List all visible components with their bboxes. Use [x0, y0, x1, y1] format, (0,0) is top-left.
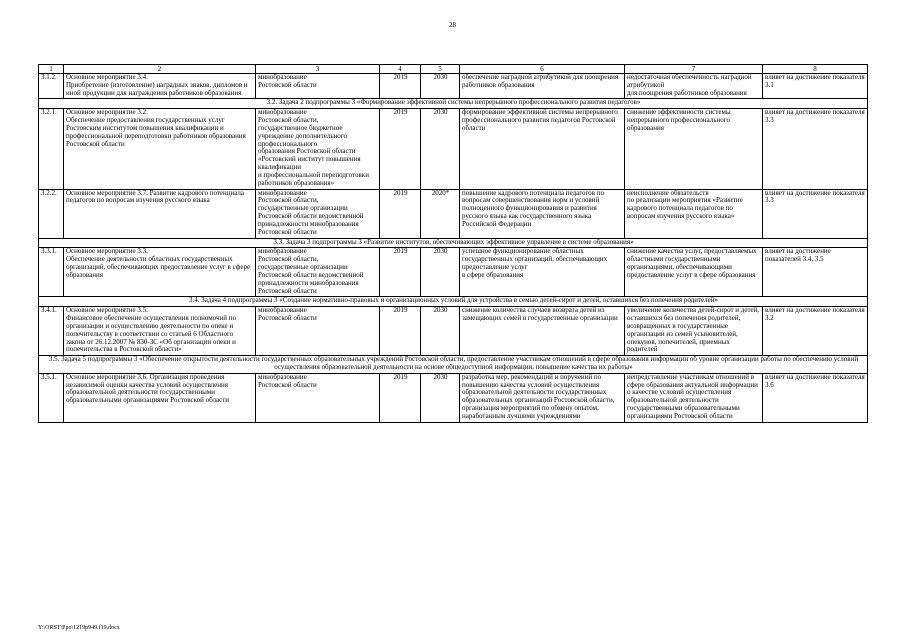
- indicator-link-cell: влияет на достижение показателя 3.2: [763, 307, 868, 356]
- result-cell: формирование эффективной системы непрерывного профессионального развития педагогов Ростовской области: [460, 109, 625, 189]
- activity-cell: Основное мероприятие 3.7. Развитие кадрового потенциала педагогов по вопросам изучения русского языка: [64, 189, 256, 238]
- table-row: [39, 189, 868, 238]
- consequences-cell: увеличение количества детей-сирот и детей, оставшихся без попечения родителей, возвращенных в государственные организации из семей усыновителей, опекунов, попечителей, приемных родителей: [625, 307, 763, 356]
- start-year-cell: 2019: [380, 373, 421, 422]
- file-path-footer: Y:\ORST\Ppo\1219p949.f19.docx: [38, 625, 120, 631]
- indicator-link-cell: влияет на достижение показателя 3.1: [763, 74, 868, 99]
- result-cell: успешное функционирование областных государственных организаций, обеспечивающих предоставление услуг в сфере образования: [460, 248, 625, 297]
- result-cell: снижение количества случаев возврата детей из замещающих семей в государственные организации: [460, 307, 625, 356]
- end-year-cell: 2030: [421, 248, 460, 297]
- end-year-cell: 2030: [421, 109, 460, 189]
- end-year-cell: 2030: [421, 373, 460, 422]
- table-row: [39, 373, 868, 422]
- start-year-cell: 2019: [380, 307, 421, 356]
- start-year-cell: 2019: [380, 109, 421, 189]
- consequences-cell: недостаточная обеспеченность наградной атрибутикой для поощрения работников образования: [625, 74, 763, 99]
- consequences-cell: непредставление участникам отношений в сфере образования актуальной информации о качестве условий осуществления образовательной деятельности государственными образовательными организациями Ростовской области: [625, 373, 763, 422]
- row-number: 3.4.1.: [39, 307, 64, 356]
- activity-cell: Основное мероприятие 3.4. Приобретение (изготовление) наградных знаков, дипломов и иной продукции для награждения работников образования: [64, 74, 256, 99]
- section-title-row: [39, 297, 868, 307]
- executor-cell: минобразование Ростовской области, государственное бюджетное учреждение дополнительного профессионального образования Ростовской области «Ростовский институт повышения квалификации и профессиональной переподготовки работников образования»: [256, 109, 380, 189]
- executor-cell: минобразование Ростовской области: [256, 74, 380, 99]
- section-title-row: [39, 238, 868, 248]
- row-number: 3.2.1.: [39, 109, 64, 189]
- executor-cell: минобразование Ростовской области, государственные организации Ростовской области ведомственной принадлежности минобразования Ростовской области: [256, 248, 380, 297]
- executor-cell: минобразование Ростовской области: [256, 307, 380, 356]
- page-number: 28: [449, 21, 456, 29]
- column-header: 8: [763, 65, 868, 74]
- table-row: [39, 109, 868, 189]
- header-row: [39, 65, 868, 74]
- start-year-cell: 2019: [380, 248, 421, 297]
- start-year-cell: 2019: [380, 74, 421, 99]
- column-header: 1: [39, 65, 64, 74]
- section-title: 3.4. Задача 4 подпрограммы 3 «Создание нормативно-правовых и организационных условий для устройства в семью детей-сирот и детей, оставшихся без попечения родителей»: [39, 297, 868, 307]
- end-year-cell: 2030: [421, 74, 460, 99]
- result-cell: повышение кадрового потенциала педагогов по вопросам совершенствования норм и условий полноценного функционирования и развития русского языка как государственного языка Российской Федерации: [460, 189, 625, 238]
- consequences-cell: снижение эффективности системы непрерывного профессионального образования: [625, 109, 763, 189]
- section-title-row: [39, 356, 868, 374]
- end-year-cell: 2020*: [421, 189, 460, 238]
- column-header: 7: [625, 65, 763, 74]
- measures-table: [38, 64, 868, 423]
- consequences-cell: снижение качества услуг, предоставляемых областными государственными организациями, обеспечивающими предоставление услуг в сфере образования: [625, 248, 763, 297]
- section-title: 3.3. Задача 3 подпрограммы 3 «Развитие институтов, обеспечивающих эффективное управление в системе образования»: [39, 238, 868, 248]
- start-year-cell: 2019: [380, 189, 421, 238]
- row-number: 3.2.2.: [39, 189, 64, 238]
- column-header: 6: [460, 65, 625, 74]
- activity-cell: Основное мероприятие 3.6. Организация проведения независимой оценки качества условий осуществления образовательной деятельности государственными образовательными организациями Ростовской области: [64, 373, 256, 422]
- activity-cell: Основное мероприятие 3.2. Обеспечение предоставления государственных услуг Ростовским институтом повышения квалификации и профессиональной переподготовки работников образования Ростовской области: [64, 109, 256, 189]
- end-year-cell: 2030: [421, 307, 460, 356]
- activity-cell: Основное мероприятие 3.3. Обеспечение деятельности областных государственных организаций, обеспечивающих предоставление услуг в сфере образования: [64, 248, 256, 297]
- section-title-row: [39, 99, 868, 109]
- table-row: [39, 307, 868, 356]
- consequences-cell: неисполнение обязательств по реализации мероприятия «Развитие кадрового потенциала педагогов по вопросам изучения русского языка»: [625, 189, 763, 238]
- column-header: 5: [421, 65, 460, 74]
- row-number: 3.1.2.: [39, 74, 64, 99]
- section-title: 3.5. Задача 5 подпрограммы 3 «Обеспечение открытости деятельности государственных образовательных учреждений Ростовской области, предоставление участникам отношений в сфере образования информации об уровне организации работы по обеспечению условий осуществления образовательной деятельности на основе общедоступной информации, повышение качества их работы»: [39, 356, 868, 374]
- column-header: 3: [256, 65, 380, 74]
- executor-cell: минобразование Ростовской области: [256, 373, 380, 422]
- table-row: [39, 74, 868, 99]
- section-title: 3.2. Задача 2 подпрограммы 3 «Формирование эффективной системы непрерывного профессионального развития педагогов»: [39, 99, 868, 109]
- column-header: 4: [380, 65, 421, 74]
- activity-cell: Основное мероприятие 3.5. Финансовое обеспечение осуществления полномочий по организации и осуществлению деятельности по опеке и попечительству в соответствии со статьей 6 Областного закона от 26.12.2007 № 830-ЗС «Об организации опеки и попечительства в Ростовской области»: [64, 307, 256, 356]
- result-cell: обеспечение наградной атрибутикой для поощрения работников образования: [460, 74, 625, 99]
- row-number: 3.5.1.: [39, 373, 64, 422]
- column-header: 2: [64, 65, 256, 74]
- row-number: 3.3.1.: [39, 248, 64, 297]
- result-cell: разработка мер, рекомендаций и поручений по повышению качества условий осуществления образовательной деятельности государственных образовательных организаций Ростовской области, организация мероприятий по обмену опытом, наработанным лучшими учреждениями: [460, 373, 625, 422]
- indicator-link-cell: влияет на достижение показателей 3.4, 3.5: [763, 248, 868, 297]
- indicator-link-cell: влияет на достижение показателя 3.3: [763, 109, 868, 189]
- executor-cell: минобразование Ростовской области, государственные организации Ростовской области ведомственной принадлежности минобразования Ростовской области: [256, 189, 380, 238]
- table-row: [39, 248, 868, 297]
- indicator-link-cell: влияет на достижение показателя 3.3: [763, 189, 868, 238]
- indicator-link-cell: влияет на достижение показателя 3.6: [763, 373, 868, 422]
